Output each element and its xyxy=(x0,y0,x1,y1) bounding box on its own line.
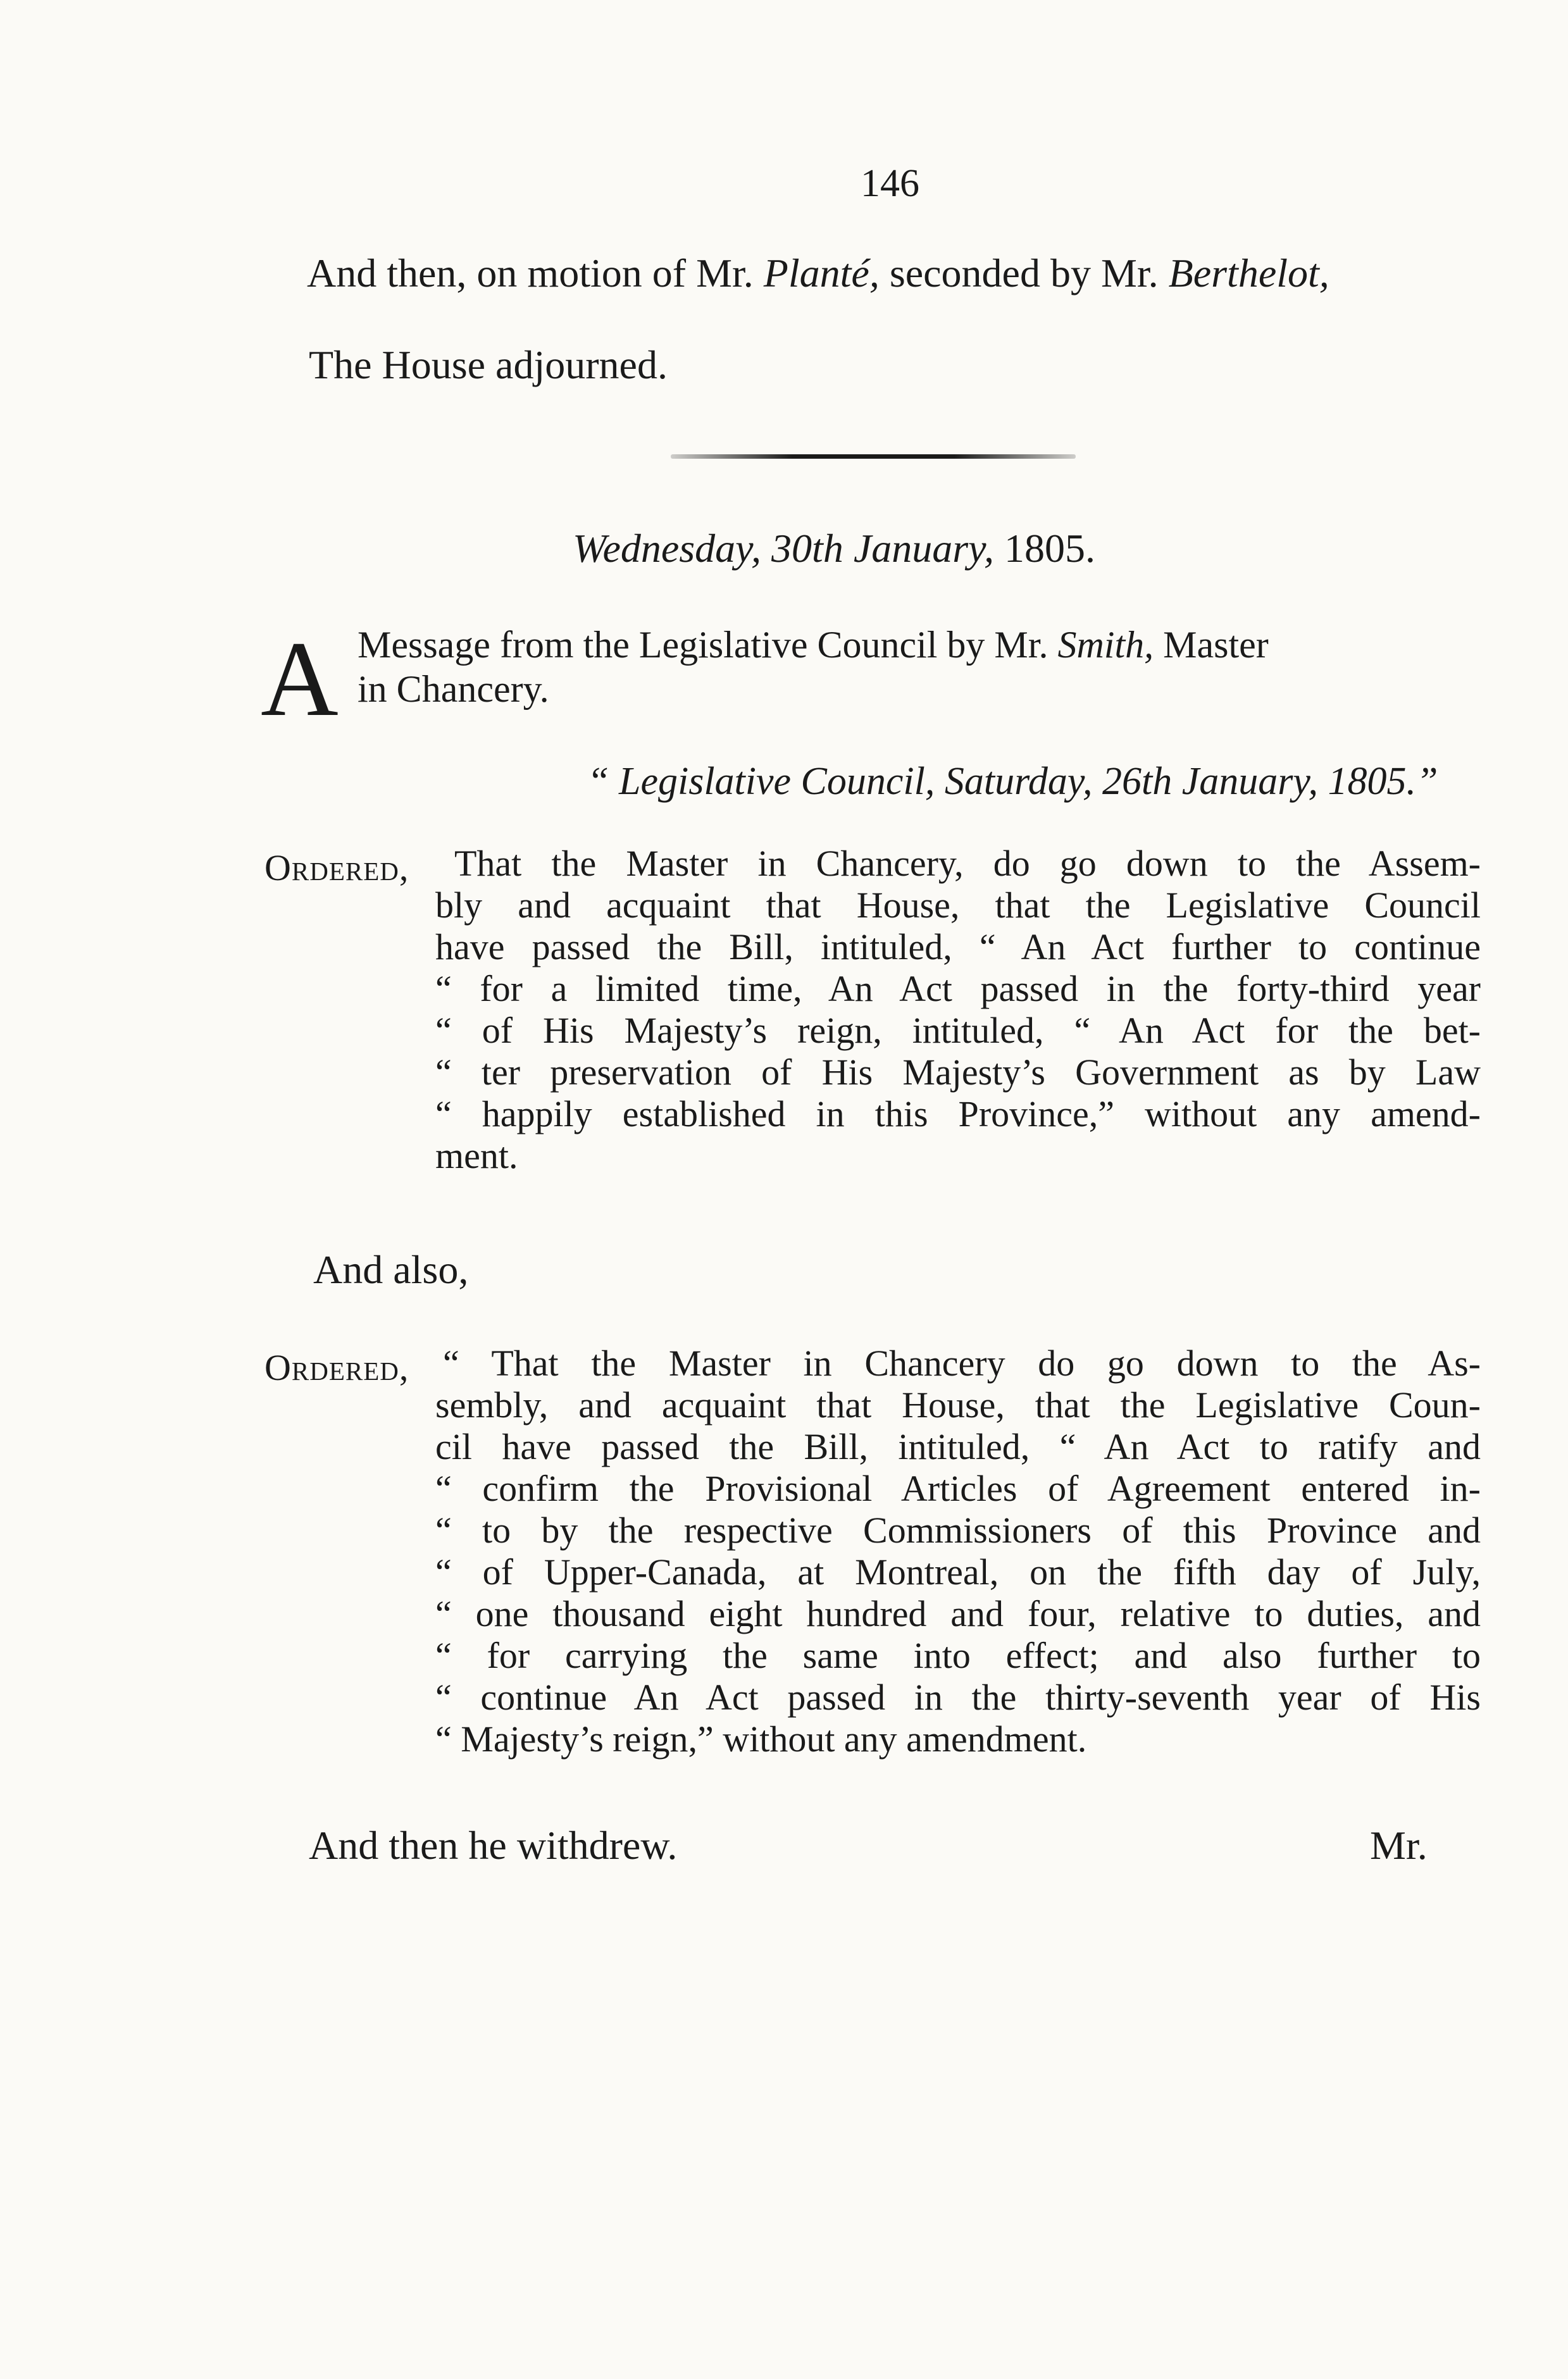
text-line: “ confirm the Provisional Articles of Agreement entered in- xyxy=(435,1468,1481,1509)
mover-name: Planté, xyxy=(763,251,880,295)
messenger-name: Smith, xyxy=(1057,624,1154,666)
catchword: Mr. xyxy=(1370,1823,1428,1868)
text-line: “ one thousand eight hundred and four, relative to duties, and xyxy=(435,1593,1481,1634)
text-line: “ That the Master in Chancery do go down to the As- xyxy=(443,1343,1481,1384)
date-ordinal: 30th xyxy=(771,526,843,571)
ordered-label-2: Ordered, xyxy=(264,1347,409,1388)
text-line: “ continue An Act passed in the thirty-seventh year of His xyxy=(435,1677,1481,1718)
section-divider xyxy=(671,454,1076,459)
text-line: “ happily established in this Province,” without any amend- xyxy=(435,1093,1481,1134)
date-day: Wednesday, xyxy=(573,526,762,571)
ordered-1-body xyxy=(435,885,1481,1177)
adjourned-line: The House adjourned. xyxy=(309,342,668,387)
dateline: “ Legislative Council, Saturday, 26th January, 1805.” xyxy=(587,760,1438,803)
seconder-name: Berthelot, xyxy=(1168,251,1329,295)
date-heading xyxy=(573,525,1095,572)
ordered-1-first-line xyxy=(454,843,1481,885)
text-line: “ of Upper-Canada, at Montreal, on the fifth day of July, xyxy=(435,1551,1481,1593)
text-line: cil have passed the Bill, intituled, “ An Act to ratify and xyxy=(435,1426,1481,1467)
drop-cap: A xyxy=(261,619,339,738)
text-line: sembly, and acquaint that House, that the Legislative Coun- xyxy=(435,1384,1481,1426)
ordered-2-first-line xyxy=(443,1343,1481,1384)
closing-line: And then he withdrew. xyxy=(309,1823,678,1868)
text-line: “ for a limited time, An Act passed in the forty-third year xyxy=(435,968,1481,1009)
text-line: “ of His Majesty’s reign, intituled, “ An Act for the bet- xyxy=(435,1010,1481,1051)
text-line: “ to by the respective Commissioners of this Province and xyxy=(435,1510,1481,1551)
ordered-2-body xyxy=(435,1384,1481,1760)
and-also: And also, xyxy=(313,1247,469,1292)
text-line: have passed the Bill, intituled, “ An Act further to continue xyxy=(435,926,1481,967)
text-line: “ ter preservation of His Majesty’s Government as by Law xyxy=(435,1052,1481,1093)
text-line: “ Majesty’s reign,” without any amendment. xyxy=(435,1718,1087,1760)
page-number: 146 xyxy=(861,162,919,205)
text-line: bly and acquaint that House, that the Legislative Council xyxy=(435,885,1481,926)
motion-mid: seconded by Mr. xyxy=(889,251,1159,295)
motion-line xyxy=(307,250,1329,297)
message-line-2: in Chancery. xyxy=(358,668,549,710)
motion-prefix: And then, on motion of Mr. xyxy=(307,251,754,295)
date-month: January, xyxy=(853,526,994,571)
date-year: 1805. xyxy=(1004,526,1095,571)
message-line-1: Message from the Legislative Council by Mr. Smith, Master xyxy=(358,624,1269,666)
text-line: That the Master in Chancery, do go down to the Assem- xyxy=(454,843,1481,884)
ordered-label-1: Ordered, xyxy=(264,847,409,888)
text-line: “ for carrying the same into effect; and also further to xyxy=(435,1635,1481,1676)
text-line: ment. xyxy=(435,1135,518,1176)
